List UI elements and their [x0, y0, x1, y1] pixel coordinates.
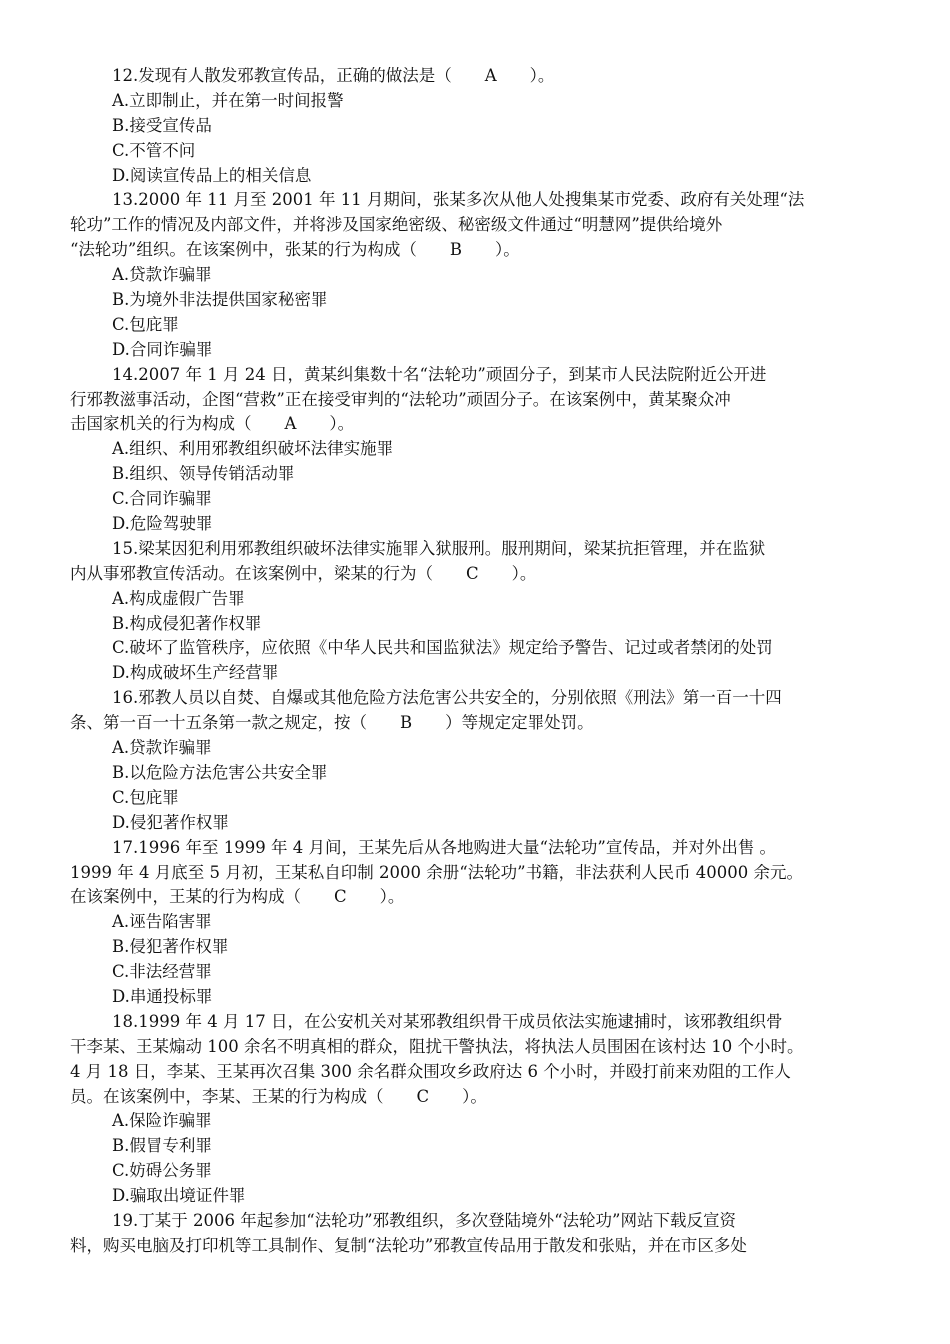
answer-option: A.贷款诈骗罪 [112, 738, 212, 758]
answer-option: D.危险驾驶罪 [112, 514, 213, 534]
question-stem: 18.1999 年 4 月 17 日，在公安机关对某邪教组织骨干成员依法实施逮捕时，该邪教组织骨 [112, 1011, 783, 1031]
answer-option: C.非法经营罪 [112, 962, 212, 982]
question-stem-continued: 4 月 18 日，李某、王某再次召集 300 余名群众围攻乡政府达 6 个小时，并殴打前来劝阻的工作人 [70, 1061, 791, 1081]
question-stem-continued: 条、第一百一十五条第一款之规定，按（ B ）等规定定罪处罚。 [70, 713, 594, 733]
answer-option: B.假冒专利罪 [112, 1136, 212, 1156]
question-block [70, 64, 882, 188]
question-block [70, 363, 882, 537]
answer-option: B.组织、领导传销活动罪 [112, 464, 295, 484]
question-stem-continued: 干李某、王某煽动 100 余名不明真相的群众，阻扰干警执法，将执法人员围困在该村达 10 个小时。 [70, 1036, 804, 1056]
question-stem-continued: 行邪教滋事活动，企图“营救”正在接受审判的“法轮功”顽固分子。在该案例中，黄某聚众冲 [70, 389, 731, 409]
answer-option: A.组织、利用邪教组织破坏法律实施罪 [112, 439, 394, 459]
document-page [70, 64, 882, 1259]
answer-option: D.骗取出境证件罪 [112, 1186, 246, 1206]
answer-option: C.包庇罪 [112, 314, 179, 334]
question-block [70, 836, 882, 1010]
answer-option: B.侵犯著作权罪 [112, 937, 229, 957]
question-stem: 19.丁某于 2006 年起参加“法轮功”邪教组织，多次登陆境外“法轮功”网站下载反宣资 [112, 1210, 736, 1230]
question-stem: 14.2007 年 1 月 24 日，黄某纠集数十名“法轮功”顽固分子，到某市人民法院附近公开进 [112, 364, 767, 384]
question-stem: 13.2000 年 11 月至 2001 年 11 月期间，张某多次从他人处搜集某市党委、政府有关处理“法 [112, 190, 805, 210]
answer-option: D.构成破坏生产经营罪 [112, 663, 279, 683]
answer-option: D.侵犯著作权罪 [112, 812, 229, 832]
answer-option: D.串通投标罪 [112, 986, 213, 1006]
answer-option: C.破坏了监管秩序，应依照《中华人民共和国监狱法》规定给予警告、记过或者禁闭的处罚 [112, 638, 773, 658]
answer-option: C.合同诈骗罪 [112, 489, 212, 509]
question-block [70, 686, 882, 835]
question-block [70, 1209, 882, 1259]
answer-option: B.接受宣传品 [112, 115, 212, 135]
answer-option: A.构成虚假广告罪 [112, 588, 245, 608]
question-stem-continued: 料，购买电脑及打印机等工具制作、复制“法轮功”邪教宣传品用于散发和张贴，并在市区多处 [70, 1235, 747, 1255]
answer-option: A.诬告陷害罪 [112, 912, 212, 932]
answer-option: A.保险诈骗罪 [112, 1111, 212, 1131]
answer-option: C.包庇罪 [112, 787, 179, 807]
question-stem: 12.发现有人散发邪教宣传品，正确的做法是（ A ）。 [112, 66, 555, 85]
answer-option: B.以危险方法危害公共安全罪 [112, 762, 328, 782]
question-block [70, 1010, 882, 1209]
question-stem-continued: 在该案例中，王某的行为构成（ C ）。 [70, 887, 405, 907]
answer-option: A.立即制止，并在第一时间报警 [112, 90, 344, 110]
question-block [70, 188, 882, 362]
question-stem-continued: 内从事邪教宣传活动。在该案例中，梁某的行为（ C ）。 [70, 563, 537, 583]
question-stem-continued: 1999 年 4 月底至 5 月初，王某私自印制 2000 余册“法轮功”书籍，非法获利人民币 40000 余元。 [70, 862, 804, 882]
question-block [70, 537, 882, 686]
question-stem-continued: “法轮功”组织。在该案例中，张某的行为构成（ B ）。 [70, 240, 520, 260]
answer-option: D.合同诈骗罪 [112, 339, 213, 359]
question-stem-continued: 员。在该案例中，李某、王某的行为构成（ C ）。 [70, 1086, 487, 1106]
answer-option: B.为境外非法提供国家秘密罪 [112, 290, 328, 310]
question-stem-continued: 击国家机关的行为构成（ A ）。 [70, 414, 355, 434]
answer-option: B.构成侵犯著作权罪 [112, 613, 262, 633]
answer-option: C.不管不问 [112, 140, 196, 160]
answer-option: C.妨碍公务罪 [112, 1161, 212, 1181]
question-stem-continued: 轮功”工作的情况及内部文件，并将涉及国家绝密级、秘密级文件通过“明慧网”提供给境外 [70, 215, 723, 235]
question-stem: 16.邪教人员以自焚、自爆或其他危险方法危害公共安全的，分别依照《刑法》第一百一十四 [112, 688, 782, 708]
question-stem: 15.梁某因犯利用邪教组织破坏法律实施罪入狱服刑。服刑期间，梁某抗拒管理，并在监狱 [112, 538, 766, 558]
question-stem: 17.1996 年至 1999 年 4 月间，王某先后从各地购进大量“法轮功”宣传品，并对外出售 。 [112, 837, 777, 857]
answer-option: D.阅读宣传品上的相关信息 [112, 165, 312, 185]
answer-option: A.贷款诈骗罪 [112, 265, 212, 285]
